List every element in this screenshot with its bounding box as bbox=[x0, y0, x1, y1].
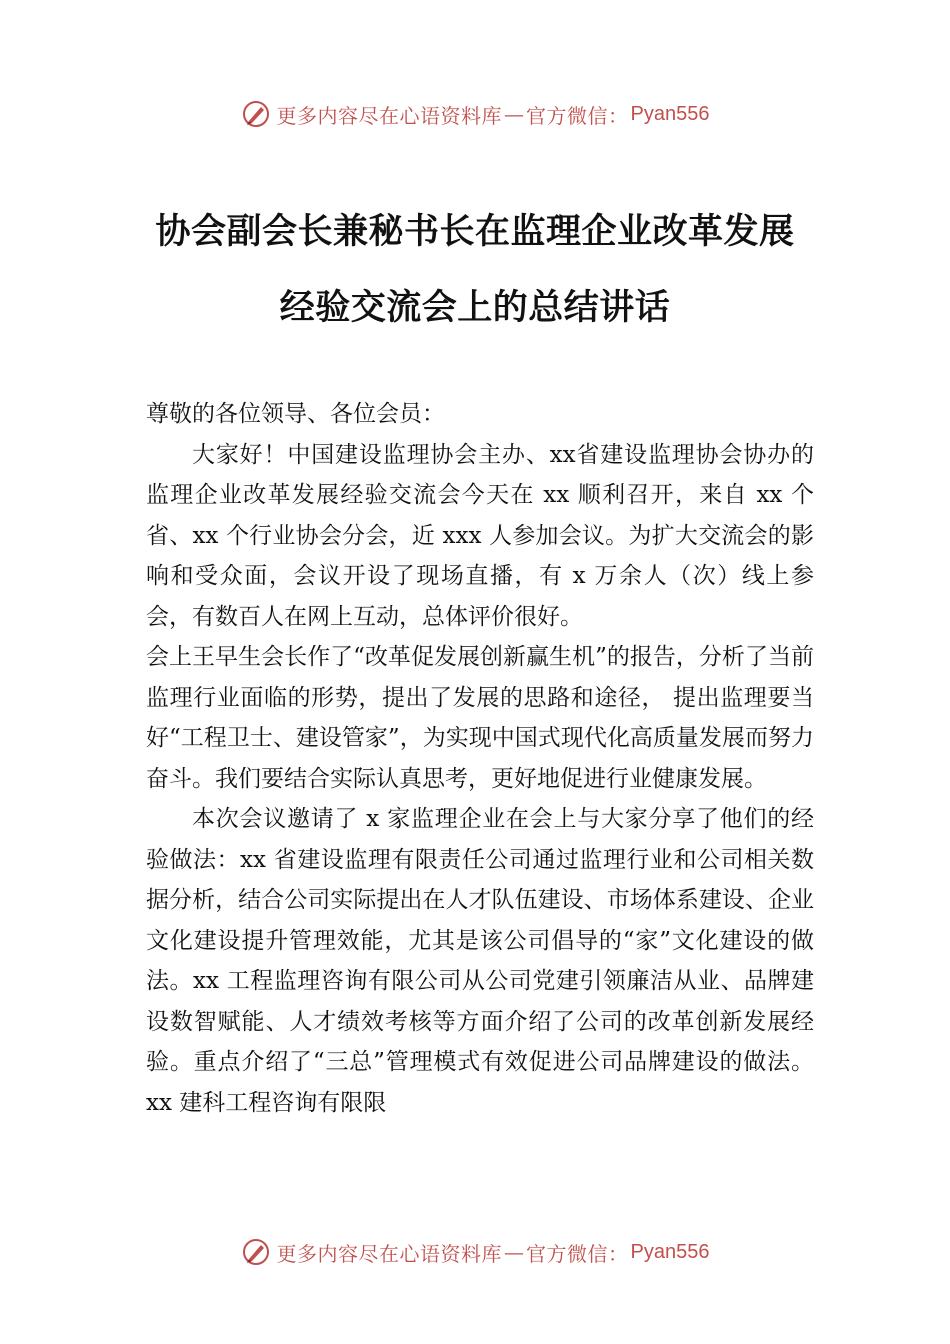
watermark-wechat-id: Pyan556 bbox=[630, 1240, 710, 1263]
pen-logo-icon bbox=[241, 1237, 271, 1267]
watermark-separator: — bbox=[504, 1240, 525, 1264]
salutation: 尊敬的各位领导、各位会员： bbox=[146, 401, 445, 427]
document-body bbox=[146, 394, 814, 1123]
watermark-suffix: 官方微信： bbox=[526, 1241, 629, 1266]
watermark-wechat-id: Pyan556 bbox=[630, 102, 710, 125]
paragraph-1: 大家好！中国建设监理协会主办、xx省建设监理协会协办的监理企业改革发展经验交流会今天在 xx 顺利召开，来自 xx 个省、xx 个行业协会分会，近 xxx 人参加会议。为扩大交流会的影响和受众面，会议开设了现场直播，有 x 万余人（次）线上参会，有数百人在网上互动，总体评价很好。 bbox=[146, 441, 814, 630]
paragraph-2: 会上王早生会长作了“改革促发展创新赢生机”的报告，分析了当前监理行业面临的形势，提出了发展的思路和途径， 提出监理要当好“工程卫士、建设管家”，为实现中国式现代化高质量发展而努力奋斗。我们要结合实际认真思考，更好地促进行业健康发展。 bbox=[146, 644, 814, 792]
watermark-suffix: 官方微信： bbox=[526, 103, 629, 128]
paragraph-3: 本次会议邀请了 x 家监理企业在会上与大家分享了他们的经验做法：xx 省建设监理有限责任公司通过监理行业和公司相关数据分析，结合公司实际提出在人才队伍建设、市场体系建设、企业文化建设提升管理效能，尤其是该公司倡导的“家”文化建设的做法。xx 工程监理咨询有限公司从公司党建引领廉洁从业、品牌建设数智赋能、人才绩效考核等方面介绍了公司的改革创新发展经验。重点介绍了“三总”管理模式有效促进公司品牌建设的做法。xx 建科工程咨询有限限 bbox=[146, 806, 814, 1116]
document-title-line-1: 协会副会长兼秘书长在监理企业改革发展 bbox=[155, 211, 795, 252]
watermark-footer bbox=[0, 1232, 950, 1272]
watermark-header bbox=[0, 94, 950, 134]
watermark-separator: — bbox=[504, 102, 525, 126]
watermark-text: 更多内容尽在心语资料库 bbox=[276, 1241, 503, 1266]
document-title-line-2: 经验交流会上的总结讲话 bbox=[279, 287, 671, 328]
watermark-text: 更多内容尽在心语资料库 bbox=[276, 103, 503, 128]
pen-logo-icon bbox=[241, 99, 271, 129]
